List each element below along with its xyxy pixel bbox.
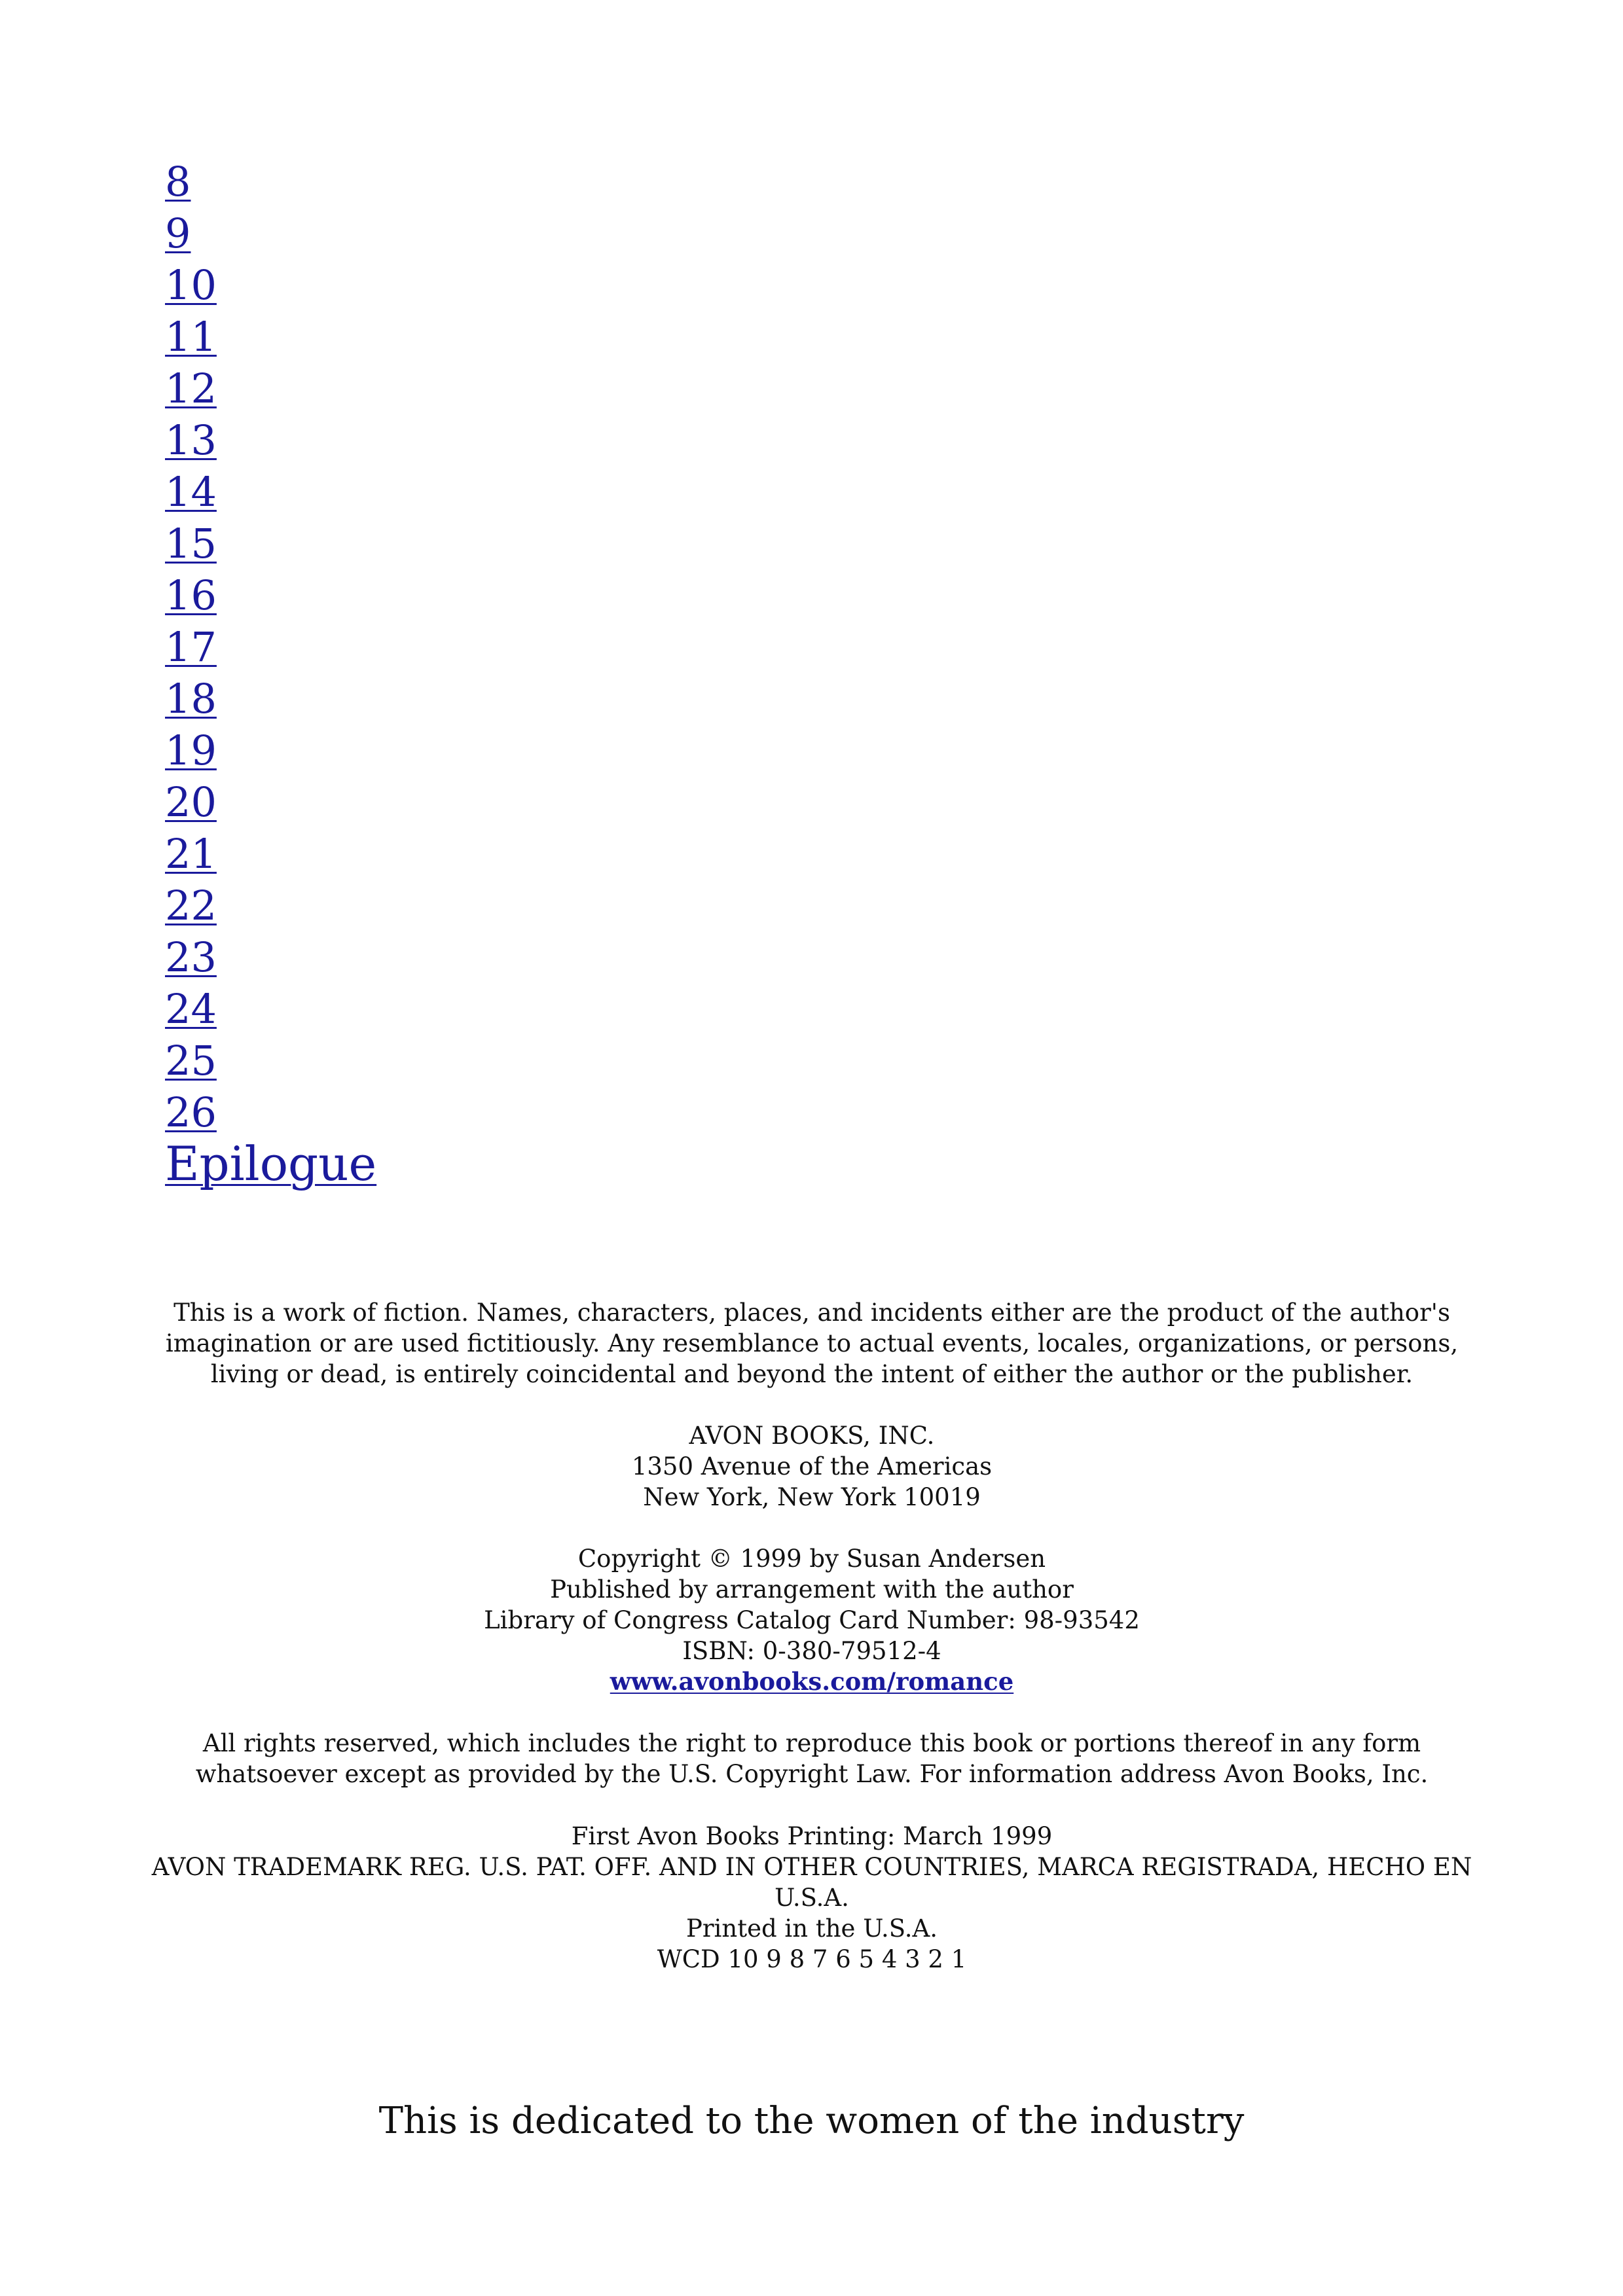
publisher-street: 1350 Avenue of the Americas [631,1452,993,1480]
arrangement-line: Published by arrangement with the author [550,1575,1074,1604]
printing-info [118,1821,1506,1975]
table-of-contents [165,156,376,1190]
toc-link-chapter-14[interactable]: 14 [165,468,217,516]
publisher-name: AVON BOOKS, INC. [689,1422,935,1450]
toc-link-chapter-25[interactable]: 25 [165,1037,217,1085]
printed-in: Printed in the U.S.A. [685,1914,938,1943]
toc-link-chapter-18[interactable]: 18 [165,675,217,723]
rights-line: whatsoever except as provided by the U.S. Copyright Law. For information address Avon Books, Inc. [195,1760,1429,1788]
rights-line: All rights reserved, which includes the right to reproduce this book or portions thereof in any form [202,1729,1421,1757]
toc-link-chapter-23[interactable]: 23 [165,933,217,981]
toc-link-chapter-21[interactable]: 21 [165,830,217,878]
toc-link-chapter-8[interactable]: 8 [165,158,191,206]
first-printing: First Avon Books Printing: March 1999 [571,1822,1053,1850]
toc-link-chapter-26[interactable]: 26 [165,1088,217,1136]
trademark-line: AVON TRADEMARK REG. U.S. PAT. OFF. AND IN OTHER COUNTRIES, MARCA REGISTRADA, HECHO EN [151,1853,1472,1881]
publisher-address [118,1420,1506,1513]
disclaimer-line: imagination or are used fictitiously. Any resemblance to actual events, locales, organizations, or persons, [165,1329,1459,1357]
disclaimer-line: This is a work of fiction. Names, characters, places, and incidents either are the product of the author's [173,1299,1450,1327]
toc-link-chapter-24[interactable]: 24 [165,985,217,1033]
toc-link-chapter-15[interactable]: 15 [165,520,217,567]
publisher-city: New York, New York 10019 [643,1483,981,1511]
copyright-info [118,1543,1506,1697]
toc-link-chapter-22[interactable]: 22 [165,882,217,929]
dedication: This is dedicated to the women of the industry [378,2100,1245,2142]
toc-link-chapter-16[interactable]: 16 [165,571,217,619]
fiction-disclaimer [118,1297,1506,1390]
copyright-line: Copyright © 1999 by Susan Andersen [577,1545,1046,1573]
toc-link-chapter-17[interactable]: 17 [165,623,217,671]
disclaimer-line: living or dead, is entirely coincidental and beyond the intent of either the author or the publisher. [210,1360,1413,1388]
toc-link-chapter-19[interactable]: 19 [165,726,217,774]
printing-code: WCD 10 9 8 7 6 5 4 3 2 1 [657,1945,967,1973]
toc-link-chapter-11[interactable]: 11 [165,313,217,361]
toc-link-chapter-12[interactable]: 12 [165,365,217,412]
toc-link-epilogue[interactable]: Epilogue [165,1136,377,1191]
trademark-line-cont: U.S.A. [775,1884,849,1912]
toc-link-chapter-20[interactable]: 20 [165,778,217,826]
toc-link-chapter-9[interactable]: 9 [165,209,191,257]
lccn-line: Library of Congress Catalog Card Number: 98-93542 [484,1606,1140,1634]
rights-statement [118,1728,1506,1789]
toc-link-chapter-10[interactable]: 10 [165,261,217,309]
website-link[interactable]: www.avonbooks.com/romance [610,1667,1014,1696]
isbn-line: ISBN: 0-380-79512-4 [682,1637,941,1665]
toc-link-chapter-13[interactable]: 13 [165,416,217,464]
website-line [118,1666,1506,1697]
